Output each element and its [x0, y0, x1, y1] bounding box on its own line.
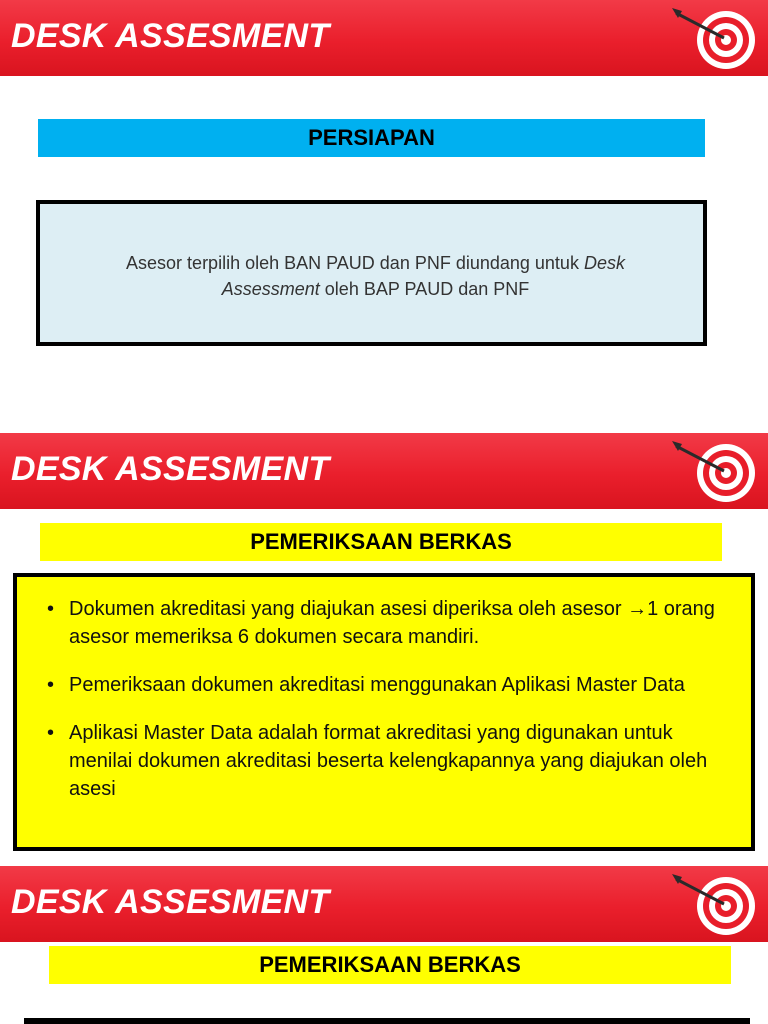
bullet-item: • Aplikasi Master Data adalah format akreditasi yang digunakan untuk menilai dokumen akreditasi beserta kelengkapannya yang diajukan oleh asesi — [47, 719, 737, 803]
target-arrow-icon — [668, 438, 758, 504]
box-text-part-2: oleh BAP PAUD dan PNF — [319, 279, 530, 299]
slide-3-section-title — [49, 946, 731, 984]
slide-2-header-title: DESK ASSESMENT — [11, 450, 330, 488]
slide-2-bullet-list — [47, 595, 737, 823]
box-text-italic: Desk Assessment — [221, 253, 625, 299]
slide-1-section-title-text: PERSIAPAN — [308, 125, 435, 150]
slide-1-section-title — [38, 119, 705, 157]
target-arrow-icon — [668, 871, 758, 937]
slide-2-header — [0, 433, 768, 509]
slide-3-header — [0, 866, 768, 942]
slide-1-box-text — [88, 250, 663, 302]
bullet-item: • Pemeriksaan dokumen akreditasi menggunakan Aplikasi Master Data — [47, 671, 737, 699]
slide-2-content-box — [13, 573, 755, 851]
slide-3-section-title-text: PEMERIKSAAN BERKAS — [259, 952, 521, 977]
slide-2-section-title — [40, 523, 722, 561]
slide-1-content-box — [36, 200, 707, 346]
slide-1-header — [0, 0, 768, 76]
slide-2-section-title-text: PEMERIKSAAN BERKAS — [250, 529, 512, 554]
target-arrow-icon — [668, 5, 758, 71]
slide-1-header-title: DESK ASSESMENT — [11, 17, 330, 55]
slide-3-header-title: DESK ASSESMENT — [11, 883, 330, 921]
slide-3-content-box-top-border — [24, 1018, 750, 1024]
box-text-part-1: Asesor terpilih oleh BAN PAUD dan PNF diundang untuk — [126, 253, 584, 273]
bullet-item: • Dokumen akreditasi yang diajukan asesi diperiksa oleh asesor →1 orang asesor memeriksa 6 dokumen secara mandiri. — [47, 595, 737, 651]
